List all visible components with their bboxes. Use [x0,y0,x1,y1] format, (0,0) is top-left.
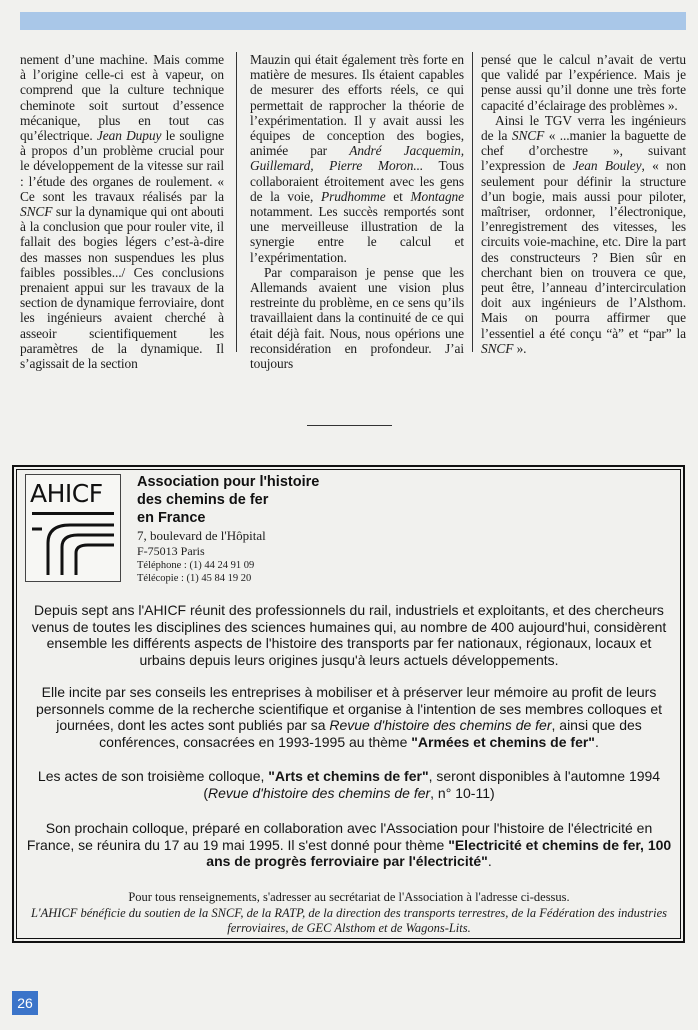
association-name-line: des chemins de fer [137,492,269,508]
text-run: Tous collaboraient étroitement avec les gens de la voie, [250,158,464,204]
phone-number: Téléphone : (1) 44 24 91 09 [137,560,255,571]
sponsors-text: L'AHICF bénéficie du soutien de la SNCF, de la RATP, de la direction des transports terrestres, de la Fédération des industries ferroviaires, de GEC Alsthom et de Wagons-Lits. [30,906,668,935]
text-run: Prudhomme [321,188,386,204]
association-name-line: en France [137,510,206,526]
text-run: Revue d'histoire des chemins de fer [329,717,552,733]
text-run: , n° 10-11) [430,784,495,801]
box-paragraph-mission [22,684,676,750]
text-run: "Armées et chemins de fer" [411,733,595,750]
text-run: « ...manier la baguette de chef d’orchestre », suivant l’expression de [481,128,686,174]
text-run: Jean Dupuy [96,128,162,144]
text-run: sur la dynamique qui ont abouti à la conclusion que pour rouler vite, il fallait des bogies légers c’est-à-dire des masses non suspendues les plus faibles possibles.../ Ces conclusions prenaient appui sur les travaux de la section de dynamique ferroviaire, dont les ingénieurs avaient cherché à asseoir scientifiquement les paramètres de la dynamique. Il s’agissait de la section [20,204,224,372]
text-run: . [594,733,599,750]
text-run: Les actes de son troisième colloque, [37,768,269,784]
box-paragraph-intro [22,602,676,668]
text-run: Elle incite par ses conseils les entreprises à mobiliser et à préserver leur mémoire au profit de leurs personnels comme de la recherche scientifique et organise à l'intention de ses membres colloques et journées, dont les actes sont publiés par sa [35,684,662,733]
column-paragraph [250,52,464,265]
text-run: notamment. Les succès remportés sont une merveilleuse illustration de la synergie entre le calcul et l’expérimentation. [250,204,464,265]
box-sponsors-note [22,906,676,936]
column-divider [236,52,237,352]
text-run: pensé que le calcul n’avait de vertu que validé par l’expérience. Mais je pense aussi qu’il donne une très forte capacité d’éclairage des problèmes ». [481,52,686,113]
text-run: Ainsi le TGV verra les ingénieurs de la [481,112,686,144]
text-run: nement d’une machine. Mais comme à l’origine celle-ci est à vapeur, on comprend que la culture technique cheminote soit surtout d’essence mécanique, plus en tout cas qu’électrique. [20,52,224,144]
text-run: , seront disponibles à l'automne 1994 ( [203,768,661,801]
header-color-bar [20,12,686,30]
text-run: le souligne à propos d’un problème crucial pour le développement de la vitesse sur rail : l’étude des organes de roulement. « Ce sont les travaux réalisés par la [20,128,224,204]
column-paragraph [481,52,686,113]
box-paragraph-third-colloquium [22,768,676,801]
column-divider [472,52,473,352]
ahicf-logo [25,474,121,582]
text-run: , « non seulement pour définir la structure d’un bogie, mais aussi pour piloter, maîtriser, ordonner, l’électronique, l’enregistrement des vitesses, les circuits voie-machine, etc. Dire la part des constructeurs ? Bien sûr en cherchant bien on trouvera ce que, peut être, l’anneau d’intercirculation doit aux ingénieurs de l’Alsthom. Mais on pourra affirmer que l’essentiel a été conçu “à” et “par” la [481,158,687,341]
fax-number: Télécopie : (1) 45 84 19 20 [137,573,252,584]
text-run: Revue d'histoire des chemins de fer [208,784,431,801]
text-run: Son prochain colloque, préparé en collaboration avec l'Association pour l'histoire de l'électricité en France, se réunira du 17 au 19 mai 1995. Il s'est donné pour thème [26,820,653,853]
text-run: SNCF [20,204,53,220]
association-name-line: Association pour l'histoire [137,474,320,490]
text-run: . [487,853,492,869]
column-paragraph [20,52,224,371]
text-run: et [385,188,411,204]
text-run: "Arts et chemins de fer" [268,768,429,784]
column-paragraph [481,113,686,356]
text-column-1 [20,52,224,371]
rail-lines-icon [26,475,120,581]
box-contact-note: Pour tous renseignements, s'adresser au secrétariat de l'Association à l'adresse ci-dessus. [128,890,570,904]
text-column-3 [481,52,686,356]
text-run: Montagne [410,188,464,204]
text-run: SNCF [481,340,514,356]
page-number: 26 [12,991,38,1015]
text-run: Depuis sept ans l'AHICF réunit des professionnels du rail, industriels et exploitants, et des chercheurs venus de toutes les disciplines des sciences humaines qui, au nombre de 400 aujourd'hui, considèrent ensemble les différents aspects de l'histoire des transports par fer nationaux, régionaux, locaux et urbains depuis leurs origines jusqu'à leurs actuels développements. [31,602,667,668]
association-address [137,473,367,585]
logo-wordmark: AHICF [30,479,103,508]
text-run: , ainsi que des conférences, consacrées en 1993-1995 au thème [99,717,642,750]
street-address: 7, boulevard de l'Hôpital [137,528,266,543]
text-run: Jean Bouley [572,158,642,174]
text-run: "Electricité et chemins de fer, 100 ans de progrès ferroviaire par l'électricité" [206,836,672,869]
box-paragraph-next-colloquium [22,820,676,870]
city-address: F-75013 Paris [137,544,205,558]
text-run: Par comparaison je pense que les Allemands avaient une vision plus restreinte du problème, en ce sens qu’ils travaillaient dans la continuité de ce qui était déjà fait. Nous, nous opérions une reconsidération en profondeur. J’ai toujours [250,264,464,372]
column-paragraph [250,265,464,371]
section-separator [307,425,392,426]
text-run: SNCF [511,128,545,144]
text-run: Mauzin qui était également très forte en matière de mesures. Ils étaient capables de mesurer des efforts réels, ce qui permettait de rapprocher la théorie de l’expérimentation. Il y avait aussi les équipes de conception des bogies, animée par [250,52,464,159]
text-column-2 [250,52,464,371]
text-run: ». [513,340,527,356]
text-run: André Jacquemin, Guillemard, Pierre Moron... [250,143,464,174]
